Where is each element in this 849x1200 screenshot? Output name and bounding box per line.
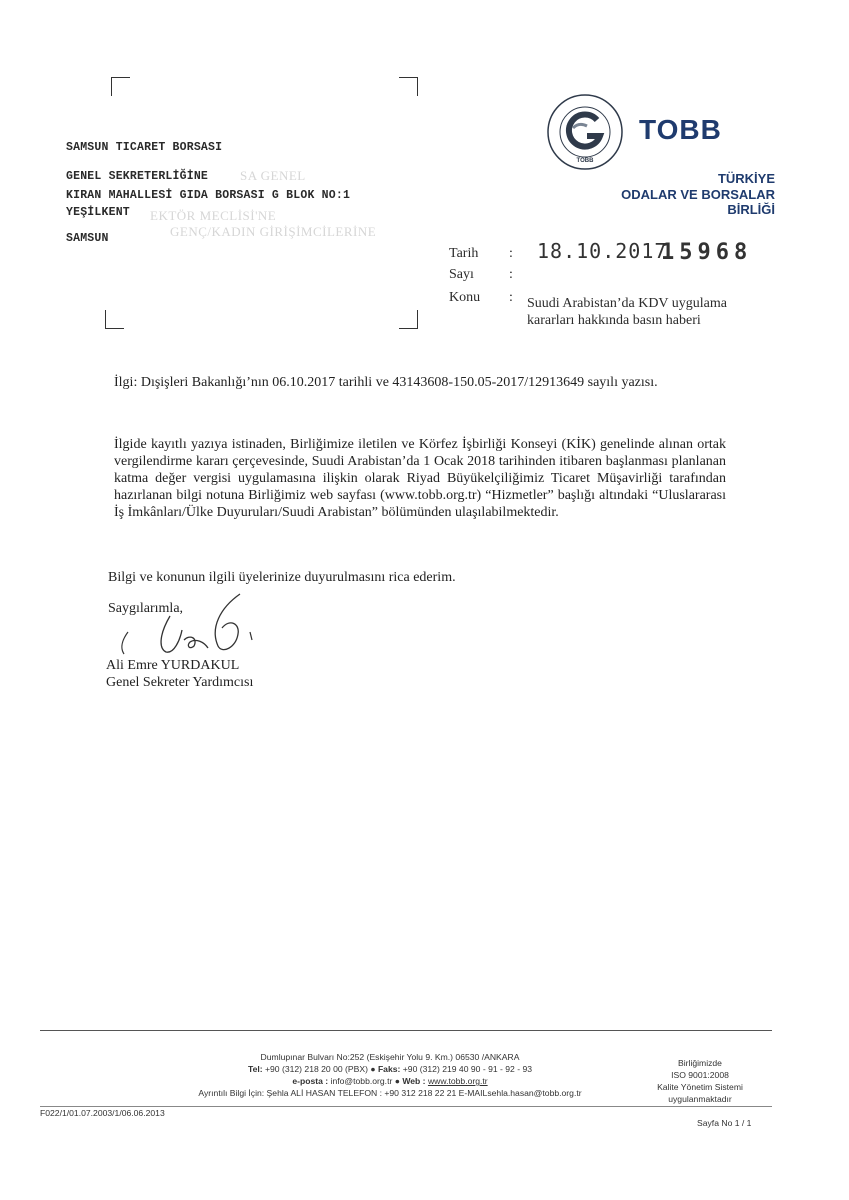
footer-email-web [160, 1076, 620, 1086]
brand-title: TOBB [639, 114, 722, 145]
address-window-corner-tr [399, 77, 418, 96]
signer-title: Genel Sekreter Yardımcısı [106, 675, 254, 690]
tobb-logo [545, 92, 785, 222]
fax-value: +90 (312) 219 40 90 - 91 - 92 - 93 [402, 1064, 533, 1074]
form-code: F022/1/01.07.2003/1/06.06.2013 [40, 1108, 165, 1118]
iso-line-4: uygulanmaktadır [668, 1094, 732, 1104]
iso-line-2: ISO 9001:2008 [671, 1070, 729, 1080]
tobb-seal-icon [545, 92, 625, 172]
document-number-stamp: 15968 [661, 240, 753, 265]
bullet-2: ● [394, 1076, 400, 1086]
number-label: Sayı [449, 267, 474, 282]
iso-line-3: Kalite Yönetim Sistemi [657, 1082, 743, 1092]
main-paragraph: İlgide kayıtlı yazıya istinaden, Birliğimize iletilen ve Körfez İşbirliği Konseyi (KİK) genelinde alınan ortak vergilendirme kararı çerçevesinde, Suudi Arabistan’da 1 Ocak 2018 tarihinden itibaren başlanması planlanan katma değer vergisi uygulamasına ilişkin olarak Riyad Büyükelçiliğimiz Ticaret Müşavirliği tarafından hazırlanan bilgi notuna Birliğimiz web sayfası (www.tobb.org.tr) “Hizmetler” başlığı altındaki “Uluslararası İş İmkânları/Ülke Duyuruları/Suudi Arabistan” bölümünden ulaşılabilmektedir. [114, 437, 726, 520]
iso-line-1: Birliğimizde [678, 1058, 722, 1068]
subject-line-2: kararları hakkında basın haberi [527, 313, 701, 328]
ghost-text-1: SA GENEL [240, 168, 306, 183]
footer-address: Dumlupınar Bulvarı No:252 (Eskişehir Yolu 9. Km.) 06530 /ANKARA [260, 1052, 520, 1062]
web-link[interactable]: www.tobb.org.tr [427, 1076, 488, 1086]
address-window-corner-bl [105, 310, 124, 329]
reference-paragraph: İlgi: Dışişleri Bakanlığı’nın 06.10.2017 tarihli ve 43143608-150.05-2017/12913649 sayılı yazısı. [114, 375, 658, 390]
recipient-line-5: SAMSUN [66, 232, 109, 245]
email-label: e-posta : [292, 1076, 329, 1086]
bullet-1: ● [370, 1064, 376, 1074]
subject-line-1: Suudi Arabistan’da KDV uygulama [527, 296, 727, 311]
signer-name: Ali Emre YURDAKUL [106, 658, 240, 673]
recipient-line-3: KIRAN MAHALLESİ GIDA BORSASI G BLOK NO:1 [66, 189, 351, 202]
recipient-line-2: GENEL SEKRETERLİĞİNE [66, 170, 209, 183]
footer-contact-person: Ayrıntılı Bilgi İçin: Şehla ALİ HASAN TELEFON : +90 312 218 22 21 E-MAILsehla.hasan@tobb.org.tr [198, 1088, 582, 1098]
recipient-line-4: YEŞİLKENT [66, 206, 130, 219]
date-value: 18.10.2017 [537, 239, 668, 263]
recipient-line-1: SAMSUN TICARET BORSASI [66, 141, 223, 154]
ghost-text-2: EKTÖR MECLİSİ'NE [150, 208, 277, 223]
footer-bottom-divider [40, 1106, 772, 1107]
number-colon: : [509, 267, 513, 282]
footer-divider [40, 1030, 772, 1031]
signature [110, 588, 280, 668]
org-name-line-2: ODALAR VE BORSALAR [621, 187, 775, 202]
address-window-corner-tl [111, 77, 130, 96]
request-paragraph: Bilgi ve konunun ilgili üyelerinize duyurulmasını rica ederim. [108, 570, 456, 585]
email-value[interactable]: info@tobb.org.tr [330, 1076, 393, 1086]
tel-value: +90 (312) 218 20 00 (PBX) [265, 1064, 368, 1074]
web-label: Web : [402, 1076, 426, 1086]
org-name-line-3: BİRLİĞİ [727, 202, 775, 217]
subject-label: Konu [449, 290, 481, 305]
svg-text:TOBB: TOBB [576, 158, 594, 164]
fax-label: Faks: [377, 1064, 401, 1074]
address-window-corner-br [399, 310, 418, 329]
date-colon: : [509, 246, 513, 261]
footer-phone-fax [160, 1064, 620, 1074]
tel-label: Tel: [247, 1064, 263, 1074]
page-number: Sayfa No 1 / 1 [697, 1118, 752, 1128]
ghost-text-3: GENÇ/KADIN GİRİŞİMCİLERİNE [170, 224, 377, 239]
date-label: Tarih [449, 246, 479, 261]
closing: Saygılarımla, [108, 601, 184, 616]
subject-colon: : [509, 290, 513, 305]
org-name-line-1: TÜRKİYE [717, 171, 775, 186]
